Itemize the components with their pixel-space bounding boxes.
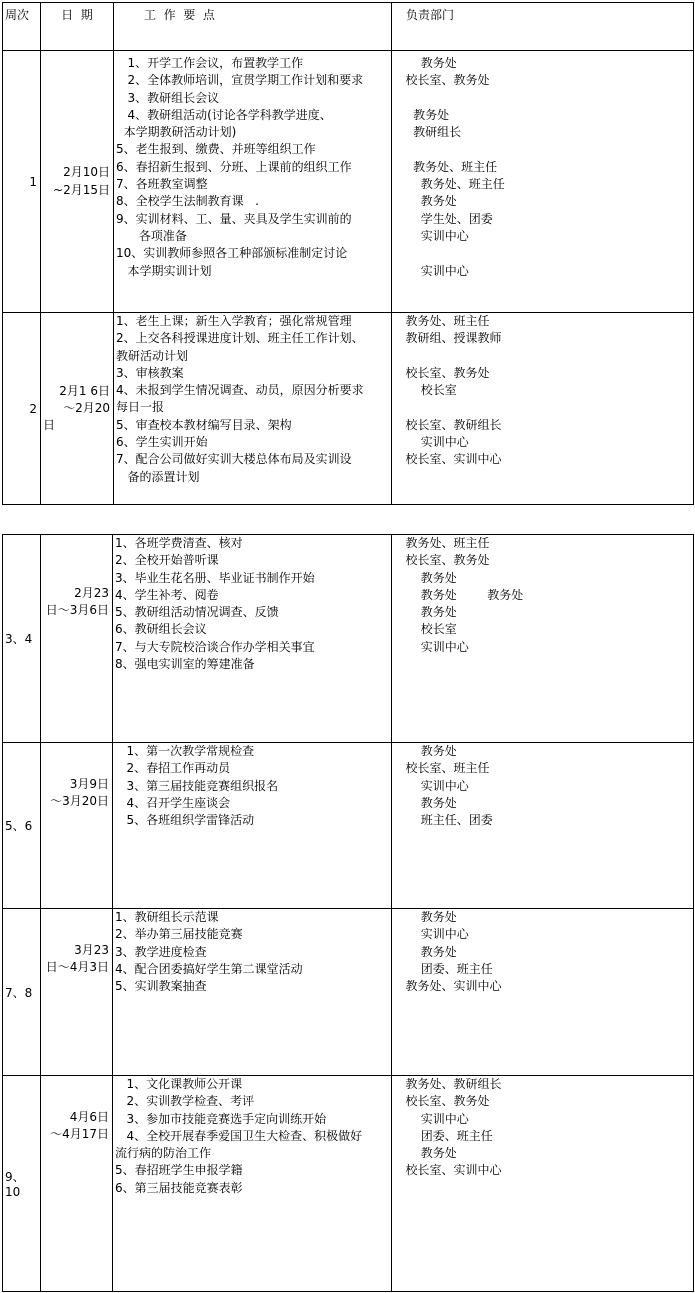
task-item: 2、春招工作再动员 <box>115 761 231 776</box>
task-item: 3、毕业生花名册、毕业证书制作开始 <box>115 570 315 585</box>
task-item: 2、举办第三届技能竞赛 <box>115 927 243 942</box>
table-row <box>3 51 694 313</box>
dept-item: 实训中心 <box>394 639 469 654</box>
task-item: 7、各班教室调整 <box>116 177 208 192</box>
dept-item: 教务处 <box>394 570 457 585</box>
dept-item: 校长室 <box>394 622 457 637</box>
date-cell <box>41 743 113 909</box>
dept-item: 学生处、团委 <box>394 211 493 226</box>
tasks-cell <box>113 909 392 1076</box>
header-tasks: 工 作 要 点 <box>114 3 392 51</box>
dept-item <box>394 141 691 158</box>
dept-item: 教务处 <box>394 1146 457 1161</box>
task-item: 7、与大专院校洽谈合作办学相关事宜 <box>115 639 315 654</box>
task-item: 8、强电实训室的筹建准备 <box>115 657 255 672</box>
task-item: 6、春招新生报到、分班、上课前的组织工作 <box>116 159 352 174</box>
task-item: 本学期实训计划 <box>116 263 212 278</box>
task-item: 2、全校开始普听课 <box>115 553 219 568</box>
dept-item: 教务处 <box>394 605 457 620</box>
task-item: 1、文化课教师公开课 <box>115 1077 243 1091</box>
dept-item: 实训中心 <box>394 927 469 942</box>
header-date: 日 期 <box>41 3 114 51</box>
schedule-table-2 <box>2 534 694 1292</box>
task-item: 4、配合团委搞好学生第二课堂活动 <box>115 961 303 976</box>
dept-item <box>394 399 691 416</box>
task-item: 3、教研组长会议 <box>116 90 220 105</box>
task-item: 每日一报 <box>116 400 165 415</box>
dept-item: 教务处、班主任 <box>394 159 498 174</box>
dept-cell <box>392 535 694 743</box>
dept-item: 校长室、实训中心 <box>394 1163 502 1178</box>
task-item: 5、老生报到、缴费、并班等组织工作 <box>116 142 316 157</box>
task-item: 2、全体教师培训，宣贯学期工作计划和要求 <box>116 73 364 88</box>
dept-cell <box>392 909 694 1076</box>
date-line: ~2月15日 <box>53 182 110 197</box>
dept-cell <box>392 51 694 313</box>
date-line: ～3月20日 <box>50 794 109 809</box>
dept-item <box>394 90 691 107</box>
table-row <box>3 313 694 505</box>
date-cell <box>41 313 114 505</box>
task-item: 2、上交各科授课进度计划、班主任工作计划、 <box>116 331 364 346</box>
date-line: 2月10日 <box>63 165 110 180</box>
dept-cell <box>392 1076 694 1292</box>
task-item: 7、配合公司做好实训大楼总体布局及实训设 <box>116 452 352 467</box>
dept-item: 班主任、团委 <box>394 813 493 828</box>
task-item: 1、各班学费清查、核对 <box>115 536 243 550</box>
dept-item: 教务处 <box>394 744 457 758</box>
dept-item: 教务处 <box>394 795 457 810</box>
dept-item: 实训中心 <box>394 1111 469 1126</box>
dept-item: 教务处 <box>394 194 457 209</box>
task-item: 1、老生上课；新生入学教育；强化常规管理 <box>116 314 352 328</box>
task-item: 教研活动计划 <box>116 348 189 363</box>
task-item: 6、学生实训开始 <box>116 435 208 450</box>
task-item: 3、第三届技能竞赛组织报名 <box>115 778 279 793</box>
date-line: 4月6日 <box>69 1110 109 1124</box>
table-row <box>3 743 694 909</box>
week-cell: 7、8 <box>3 909 41 1076</box>
dept-cell <box>392 313 694 505</box>
task-item: 5、实训教案抽查 <box>115 979 207 994</box>
task-item: 10、实训教师参照各工种部颁标准制定讨论 <box>116 246 348 261</box>
task-item: 6、教研组长会议 <box>115 622 207 637</box>
week-cell: 2 <box>3 313 41 505</box>
dept-item: 校长室、教务处 <box>394 1094 490 1109</box>
date-line: 2月1 6日 <box>59 383 110 398</box>
dept-item <box>394 245 691 262</box>
schedule-table-1 <box>2 2 694 505</box>
tasks-cell <box>114 51 392 313</box>
task-item: 备的添置计划 <box>116 469 200 484</box>
dept-item: 教务处 <box>394 910 457 924</box>
dept-item: 实训中心 <box>394 263 469 278</box>
task-item: 6、第三届技能竞赛表彰 <box>115 1180 243 1195</box>
task-item: 5、教研组活动情况调查、反馈 <box>115 605 279 620</box>
dept-item: 教务处、班主任 <box>394 314 490 328</box>
date-cell <box>41 909 113 1076</box>
dept-item: 教务处 <box>394 56 457 70</box>
task-item: 4、全校开展春季爱国卫生大检查、积极做好 <box>115 1128 363 1143</box>
dept-item: 教研组长 <box>394 125 462 140</box>
table-row <box>3 1076 694 1292</box>
date-line: 日 <box>43 418 56 433</box>
dept-item: 教务处 <box>394 107 450 122</box>
date-line: ～4月17日 <box>50 1127 109 1142</box>
task-item: 1、开学工作会议，布置教学工作 <box>116 56 304 70</box>
dept-item: 教务处、班主任 <box>394 177 505 192</box>
task-item: 各项准备 <box>116 228 187 243</box>
task-item: 3、审核教案 <box>116 365 184 380</box>
task-item: 8、全校学生法制教育课 . <box>116 194 259 209</box>
dept-item: 教务处、班主任 <box>394 536 490 550</box>
table-row <box>3 535 694 743</box>
date-cell <box>41 51 114 313</box>
date-line: ～2月20 <box>63 400 110 415</box>
task-item: 4、教研组活动(讨论各学科教学进度、 <box>116 107 332 122</box>
week-cell: 3、4 <box>3 535 41 743</box>
dept-item: 教务处 教务处 <box>394 587 524 602</box>
task-item: 1、教研组长示范课 <box>115 910 219 924</box>
date-line: 3月9日 <box>69 777 109 791</box>
dept-item: 团委、班主任 <box>394 1128 493 1143</box>
header-row <box>3 3 694 51</box>
tasks-cell <box>113 1076 392 1292</box>
tasks-cell <box>113 535 392 743</box>
date-line: 日～4月3日 <box>45 960 109 975</box>
task-item: 3、参加市技能竞赛选手定向训练开始 <box>115 1111 327 1126</box>
dept-item: 教务处、实训中心 <box>394 979 502 994</box>
tasks-cell <box>113 743 392 909</box>
dept-item: 校长室、教务处 <box>394 73 490 88</box>
dept-item: 实训中心 <box>394 778 469 793</box>
date-cell <box>41 1076 113 1292</box>
dept-item: 团委、班主任 <box>394 961 493 976</box>
task-item: 5、春招班学生申报学籍 <box>115 1163 243 1178</box>
date-line: 日～3月6日 <box>45 603 109 618</box>
date-cell <box>41 535 113 743</box>
dept-item: 实训中心 <box>394 228 469 243</box>
dept-item: 实训中心 <box>394 435 469 450</box>
date-line: 3月23 <box>74 943 109 957</box>
week-cell: 1 <box>3 51 41 313</box>
header-week: 周次 <box>3 3 41 51</box>
dept-item: 校长室 <box>394 383 457 398</box>
task-item: 4、学生补考、阅卷 <box>115 587 219 602</box>
dept-item: 教研组、授课教师 <box>394 331 502 346</box>
dept-item <box>394 348 691 365</box>
table-row <box>3 909 694 1076</box>
dept-item: 教务处 <box>394 944 457 959</box>
header-dept: 负责部门 <box>392 3 694 51</box>
week-cell: 5、6 <box>3 743 41 909</box>
week-cell: 9、10 <box>3 1076 41 1292</box>
task-item: 4、召开学生座谈会 <box>115 795 231 810</box>
dept-item: 校长室、教务处 <box>394 553 490 568</box>
dept-cell <box>392 743 694 909</box>
dept-item: 校长室、教研组长 <box>394 417 502 432</box>
task-item: 2、实训教学检查、考评 <box>115 1094 255 1109</box>
task-item: 4、未报到学生情况调查、动员，原因分析要求 <box>116 383 364 398</box>
task-item: 1、第一次教学常规检查 <box>115 744 255 758</box>
dept-item: 校长室、教务处 <box>394 365 490 380</box>
tasks-cell <box>114 313 392 505</box>
dept-item: 校长室、班主任 <box>394 761 490 776</box>
task-item: 3、教学进度检查 <box>115 944 207 959</box>
task-item: 5、各班组织学雷锋活动 <box>115 813 255 828</box>
dept-item: 校长室、实训中心 <box>394 452 502 467</box>
date-line: 2月23 <box>74 586 109 600</box>
task-item: 5、审查校本教材编写目录、架构 <box>116 417 292 432</box>
task-item: 本学期教研活动计划) <box>116 125 237 140</box>
task-item: 9、实训材料、工、量、夹具及学生实训前的 <box>116 211 352 226</box>
dept-item: 教务处、教研组长 <box>394 1077 502 1091</box>
task-item: 流行病的防治工作 <box>115 1146 212 1161</box>
